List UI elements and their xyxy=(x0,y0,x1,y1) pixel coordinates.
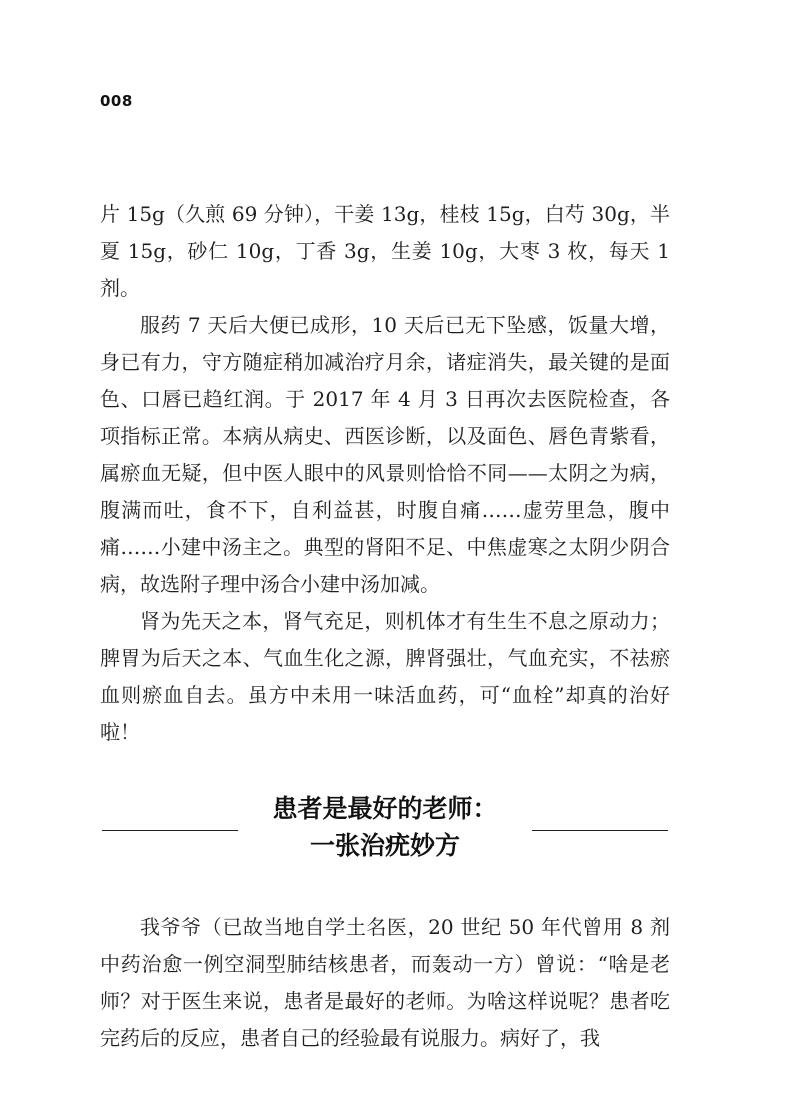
paragraph: 我爷爷（已故当地自学土名医，20 世纪 50 年代曾用 8 剂中药治愈一例空洞型肺结核患者，而轰动一方）曾说：“啥是老师？对于医生来说，患者是最好的老师。为啥这样说呢？患者吃完药后的反应，患者自己的经验最有说服力。病好了，我 xyxy=(100,915,670,1050)
page-number: 008 xyxy=(100,92,133,110)
heading-rule-left xyxy=(102,830,238,831)
heading-rule-right xyxy=(532,830,668,831)
bottom-text-block xyxy=(100,909,670,1057)
section-heading xyxy=(100,790,670,870)
paragraph: 肾为先天之本，肾气充足，则机体才有生生不息之原动力；脾胃为后天之本、气血生化之源，脾肾强壮，气血充实，不祛瘀血则瘀血自去。虽方中未用一味活血药，可“血栓”却真的治好啦！ xyxy=(100,609,670,744)
heading-line-2: 一张治疣妙方 xyxy=(309,831,460,860)
heading-title xyxy=(250,790,520,864)
top-text-block xyxy=(100,196,670,751)
heading-line-1: 患者是最好的老师： xyxy=(272,794,498,823)
paragraph-continued: 片 15g（久煎 69 分钟），干姜 13g，桂枝 15g，白芍 30g，半夏 15g，砂仁 10g，丁香 3g，生姜 10g，大枣 3 枚，每天 1 剂。 xyxy=(100,202,670,300)
paragraph: 服药 7 天后大便已成形，10 天后已无下坠感，饭量大增，身已有力，守方随症稍加减治疗月余，诸症消失，最关键的是面色、口唇已趋红润。于 2017 年 4 月 3 日再次去医院检查，各项指标正常。本病从病史、西医诊断，以及面色、唇色青紫看，属瘀血无疑，但中医人眼中的风景则恰恰不同——太阴之为病，腹满而吐，食不下，自利益甚，时腹自痛……虚劳里急，腹中痛……小建中汤主之。典型的肾阳不足、中焦虚寒之太阴少阴合病，故选附子理中汤合小建中汤加减。 xyxy=(100,313,670,596)
